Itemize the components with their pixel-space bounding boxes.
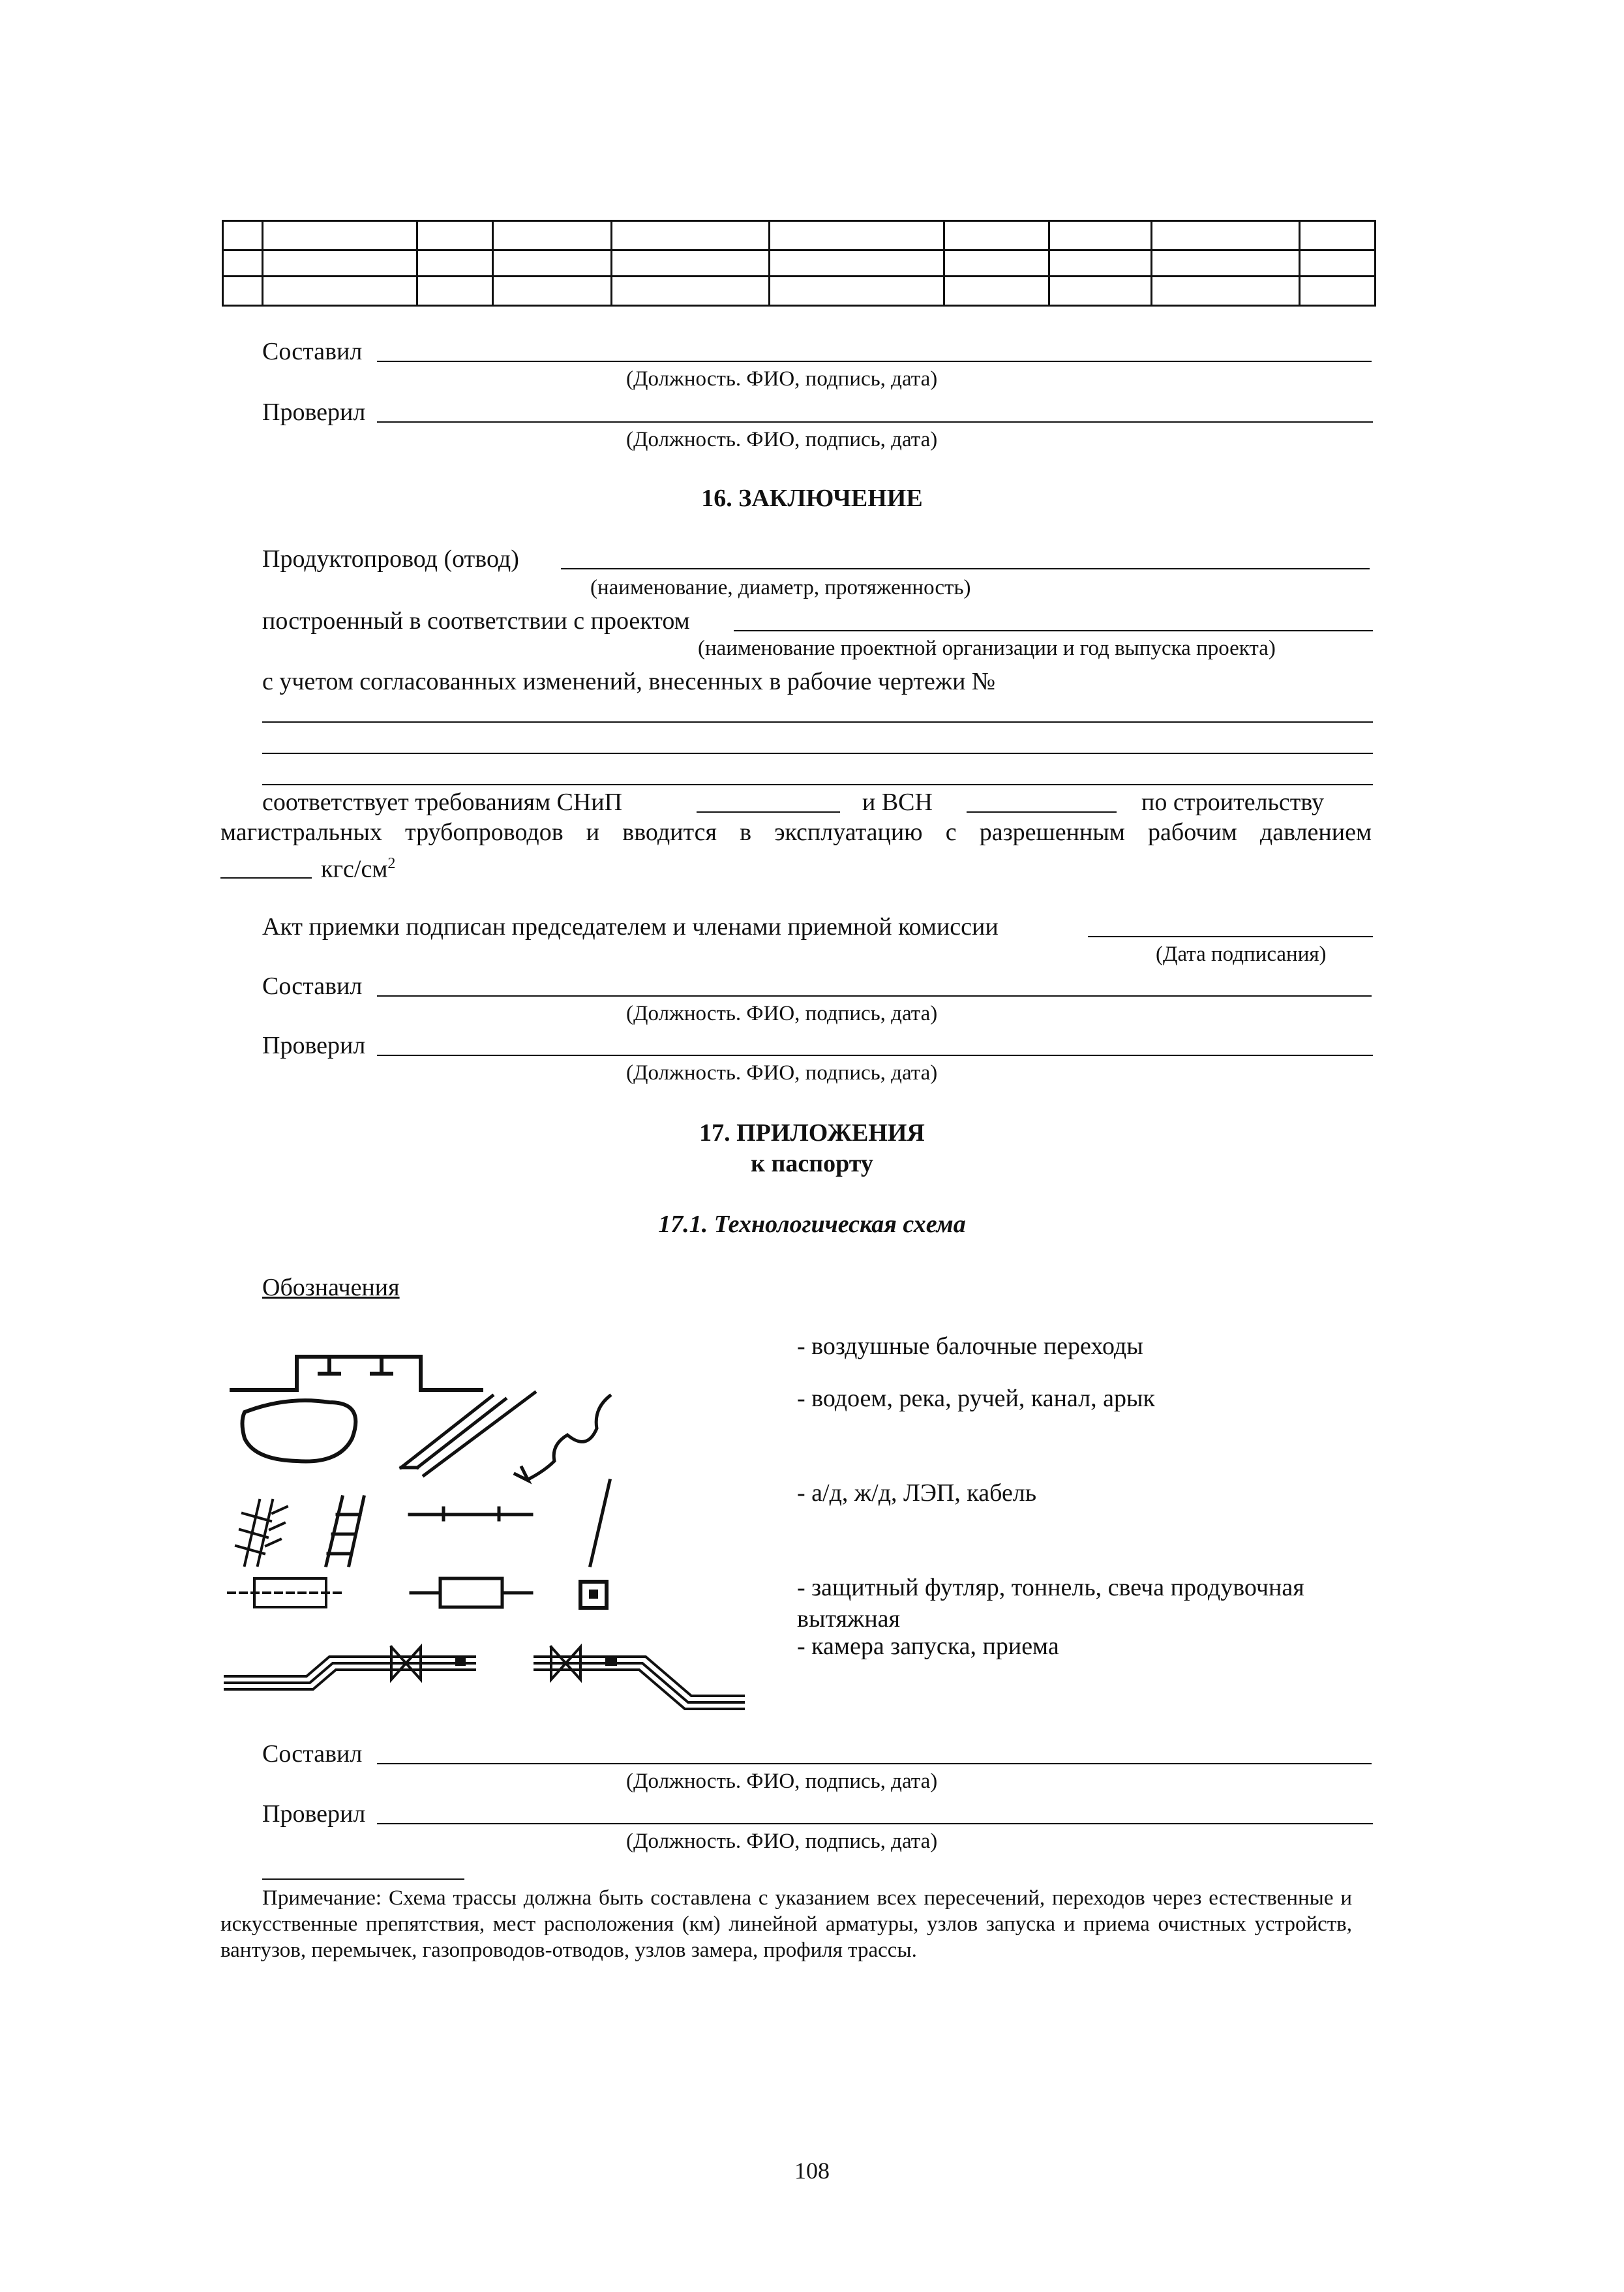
table-cell xyxy=(944,221,1049,250)
table-row xyxy=(223,221,1376,250)
beam-crossing-icon xyxy=(232,1357,481,1390)
section-17-1-title: 17.1. Технологическая схема xyxy=(658,1211,966,1238)
railway-icon xyxy=(326,1497,364,1565)
complies-text: соответствует требованиям СНиП xyxy=(262,789,623,816)
table-cell xyxy=(492,277,611,306)
table-cell xyxy=(611,221,769,250)
table-cell xyxy=(611,250,769,277)
legend-roads-cables: - а/д, ж/д, ЛЭП, кабель xyxy=(797,1479,1037,1507)
casing-icon xyxy=(228,1578,342,1607)
river-icon xyxy=(401,1393,535,1475)
table-cell xyxy=(1049,277,1152,306)
compiled-caption: (Должность. ФИО, подпись, дата) xyxy=(626,1002,938,1025)
table-cell xyxy=(262,221,417,250)
checked-signature-line[interactable] xyxy=(377,1055,1373,1056)
compiled-caption: (Должность. ФИО, подпись, дата) xyxy=(626,1770,938,1793)
lake-icon xyxy=(243,1400,356,1461)
vsn-line[interactable] xyxy=(967,811,1117,813)
checked-signature-line[interactable] xyxy=(377,1823,1373,1824)
legend-title: Обозначения xyxy=(262,1274,400,1301)
table-cell xyxy=(262,277,417,306)
launch-chamber-icon xyxy=(225,1647,475,1689)
operation-text: магистральных трубопроводов и вводится в эксплуатацию с разрешенным рабочим давлением xyxy=(220,819,1372,846)
cable-icon xyxy=(590,1481,610,1565)
changes-line-1[interactable] xyxy=(262,721,1373,723)
table-cell xyxy=(944,250,1049,277)
checked-caption: (Должность. ФИО, подпись, дата) xyxy=(626,1830,938,1853)
checked-caption: (Должность. ФИО, подпись, дата) xyxy=(626,428,938,451)
table-row xyxy=(223,277,1376,306)
receive-chamber-icon xyxy=(535,1647,744,1709)
table-cell xyxy=(944,277,1049,306)
pipeline-line[interactable] xyxy=(561,568,1370,569)
table-cell xyxy=(611,277,769,306)
construction-text: по строительству xyxy=(1141,789,1324,816)
table-cell xyxy=(1299,277,1375,306)
tunnel-icon xyxy=(411,1578,532,1607)
table-cell xyxy=(1049,221,1152,250)
built-caption: (наименование проектной организации и год выпуска проекта) xyxy=(698,637,1276,660)
table-cell xyxy=(1299,221,1375,250)
top-table xyxy=(222,220,1376,307)
compiled-signature-line[interactable] xyxy=(377,1763,1372,1764)
table-cell xyxy=(1299,250,1375,277)
pressure-line[interactable] xyxy=(220,877,312,879)
snip-line[interactable] xyxy=(697,811,840,813)
road-icon xyxy=(236,1500,287,1565)
section-17-title: 17. ПРИЛОЖЕНИЯ xyxy=(699,1119,925,1147)
table-cell xyxy=(1151,221,1299,250)
table-cell xyxy=(492,250,611,277)
section-17-subtitle: к паспорту xyxy=(751,1150,873,1177)
act-date-line[interactable] xyxy=(1088,936,1373,937)
compiled-label: Составил xyxy=(262,973,363,1000)
power-line-icon xyxy=(410,1508,532,1520)
vent-candle-icon xyxy=(580,1582,607,1608)
checked-label: Проверил xyxy=(262,1032,366,1059)
section-16-title: 16. ЗАКЛЮЧЕНИЕ xyxy=(701,485,923,512)
compiled-label: Составил xyxy=(262,338,363,365)
changes-line-3[interactable] xyxy=(262,784,1373,785)
checked-label: Проверил xyxy=(262,399,366,426)
table-cell xyxy=(492,221,611,250)
table-cell xyxy=(223,221,263,250)
checked-signature-line[interactable] xyxy=(377,421,1373,423)
stream-icon xyxy=(515,1396,610,1481)
legend-casing-tunnel: - защитный футляр, тоннель, свеча продувочная вытяжная xyxy=(797,1574,1304,1633)
table-cell xyxy=(223,277,263,306)
table-cell xyxy=(770,250,944,277)
table-cell xyxy=(1151,277,1299,306)
table-cell xyxy=(262,250,417,277)
checked-label: Проверил xyxy=(262,1800,366,1828)
table-cell xyxy=(770,221,944,250)
compiled-signature-line[interactable] xyxy=(377,361,1372,362)
table-cell xyxy=(770,277,944,306)
footnote-separator xyxy=(262,1878,464,1880)
changes-label: с учетом согласованных изменений, внесенных в рабочие чертежи № xyxy=(262,668,996,695)
pipeline-label: Продуктопровод (отвод) xyxy=(262,545,519,573)
compiled-signature-line[interactable] xyxy=(377,995,1372,997)
pressure-unit xyxy=(321,856,395,882)
legend-waterbody: - водоем, река, ручей, канал, арык xyxy=(797,1385,1155,1412)
table-cell xyxy=(223,250,263,277)
built-label: построенный в соответствии с проектом xyxy=(262,607,690,635)
act-caption: (Дата подписания) xyxy=(1156,942,1327,966)
unit-text: кгс/см xyxy=(321,855,388,883)
table-row xyxy=(223,250,1376,277)
table-cell xyxy=(1151,250,1299,277)
table-cell xyxy=(1049,250,1152,277)
compiled-label: Составил xyxy=(262,1740,363,1768)
legend-beam-crossing: - воздушные балочные переходы xyxy=(797,1333,1143,1360)
table-cell xyxy=(417,250,492,277)
changes-line-2[interactable] xyxy=(262,753,1373,754)
table-cell xyxy=(417,221,492,250)
checked-caption: (Должность. ФИО, подпись, дата) xyxy=(626,1061,938,1085)
table-cell xyxy=(417,277,492,306)
footnote-text: Примечание: Схема трассы должна быть составлена с указанием всех пересечений, переходов через естественные и искусственные препятствия, мест расположения (км) линейной арматуры, узлов запуска и приема очистных устройств, вантузов, перемычек, газопроводов-отводов, узлов замера, профиля трассы. xyxy=(220,1886,1352,1962)
legend-launch-chamber: - камера запуска, приема xyxy=(797,1633,1059,1660)
act-label: Акт приемки подписан председателем и членами приемной комиссии xyxy=(262,913,999,941)
vsn-text: и ВСН xyxy=(862,789,933,816)
built-line[interactable] xyxy=(734,630,1373,631)
pipeline-caption: (наименование, диаметр, протяженность) xyxy=(590,576,971,599)
compiled-caption: (Должность. ФИО, подпись, дата) xyxy=(626,367,938,391)
page-number: 108 xyxy=(794,2158,830,2184)
unit-superscript: 2 xyxy=(387,855,396,872)
